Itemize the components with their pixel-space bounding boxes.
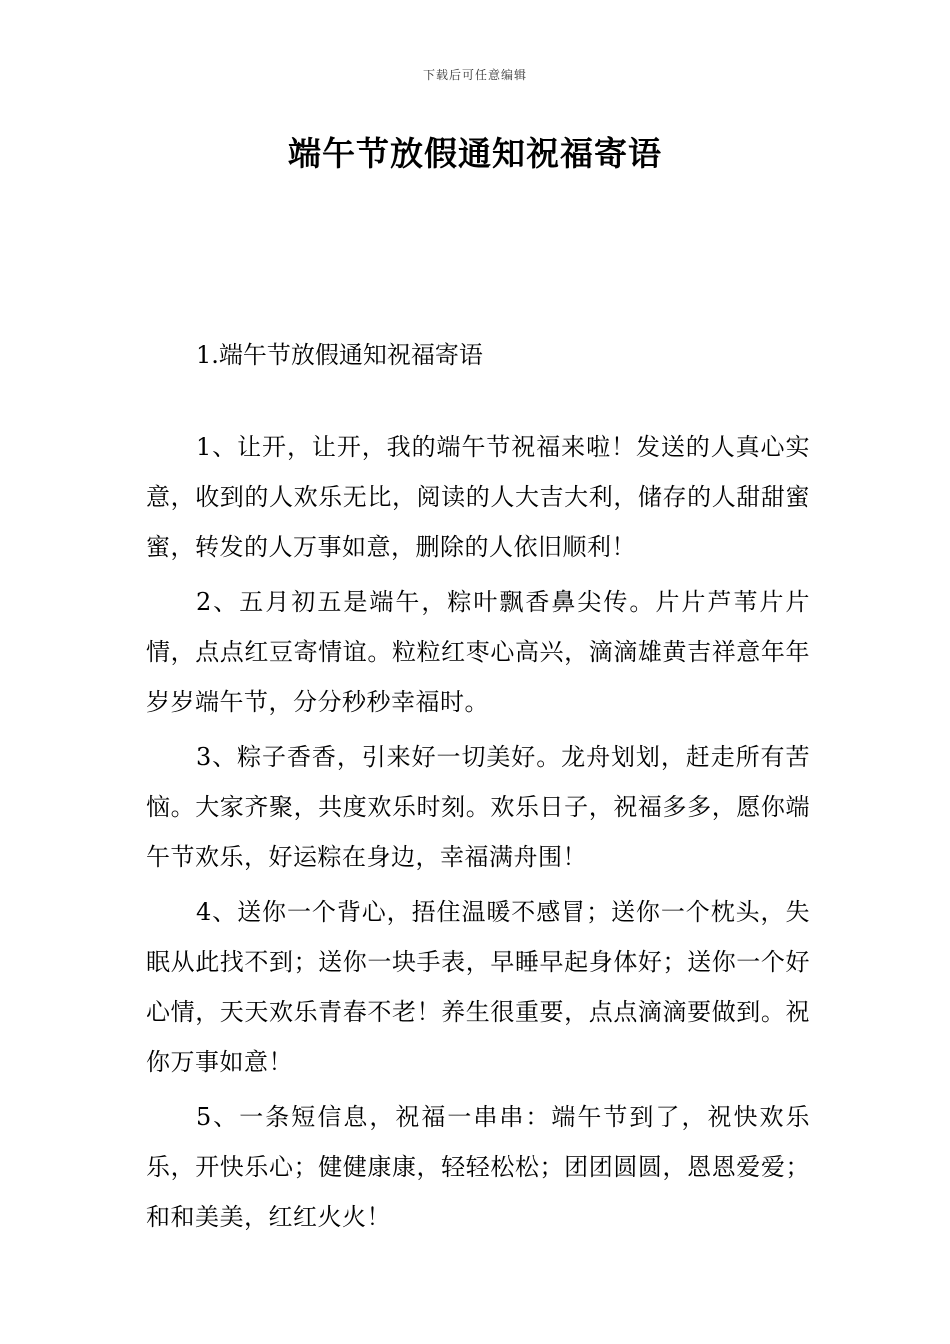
greeting-paragraph-4: 4、送你一个背心，捂住温暖不感冒；送你一个枕头，失眠从此找不到；送你一块手表，早睡早起身体好；送你一个好心情，天天欢乐青春不老！养生很重要，点点滴滴要做到。祝你万事如意！ — [146, 898, 810, 1076]
document-body — [146, 422, 810, 1247]
greeting-paragraph-3: 3、粽子香香，引来好一切美好。龙舟划划，赶走所有苦恼。大家齐聚，共度欢乐时刻。欢乐日子，祝福多多，愿你端午节欢乐，好运粽在身边，幸福满舟围！ — [146, 743, 810, 871]
greeting-paragraph-2: 2、五月初五是端午，粽叶飘香鼻尖传。片片芦苇片片情，点点红豆寄情谊。粒粒红枣心高兴，滴滴雄黄吉祥意年年岁岁端午节，分分秒秒幸福时。 — [146, 588, 810, 716]
greeting-paragraph-5: 5、一条短信息，祝福一串串：端午节到了，祝快欢乐乐，开快乐心；健健康康，轻轻松松；团团圆圆，恩恩爱爱；和和美美，红红火火！ — [146, 1103, 810, 1231]
section-heading: 1.端午节放假通知祝福寄语 — [196, 341, 483, 369]
header-note: 下载后可任意编辑 — [422, 68, 527, 82]
greeting-paragraph-1: 1、让开，让开，我的端午节祝福来啦！发送的人真心实意，收到的人欢乐无比，阅读的人大吉大利，储存的人甜甜蜜蜜，转发的人万事如意，删除的人依旧顺利！ — [146, 433, 810, 561]
document-title: 端午节放假通知祝福寄语 — [288, 134, 662, 173]
